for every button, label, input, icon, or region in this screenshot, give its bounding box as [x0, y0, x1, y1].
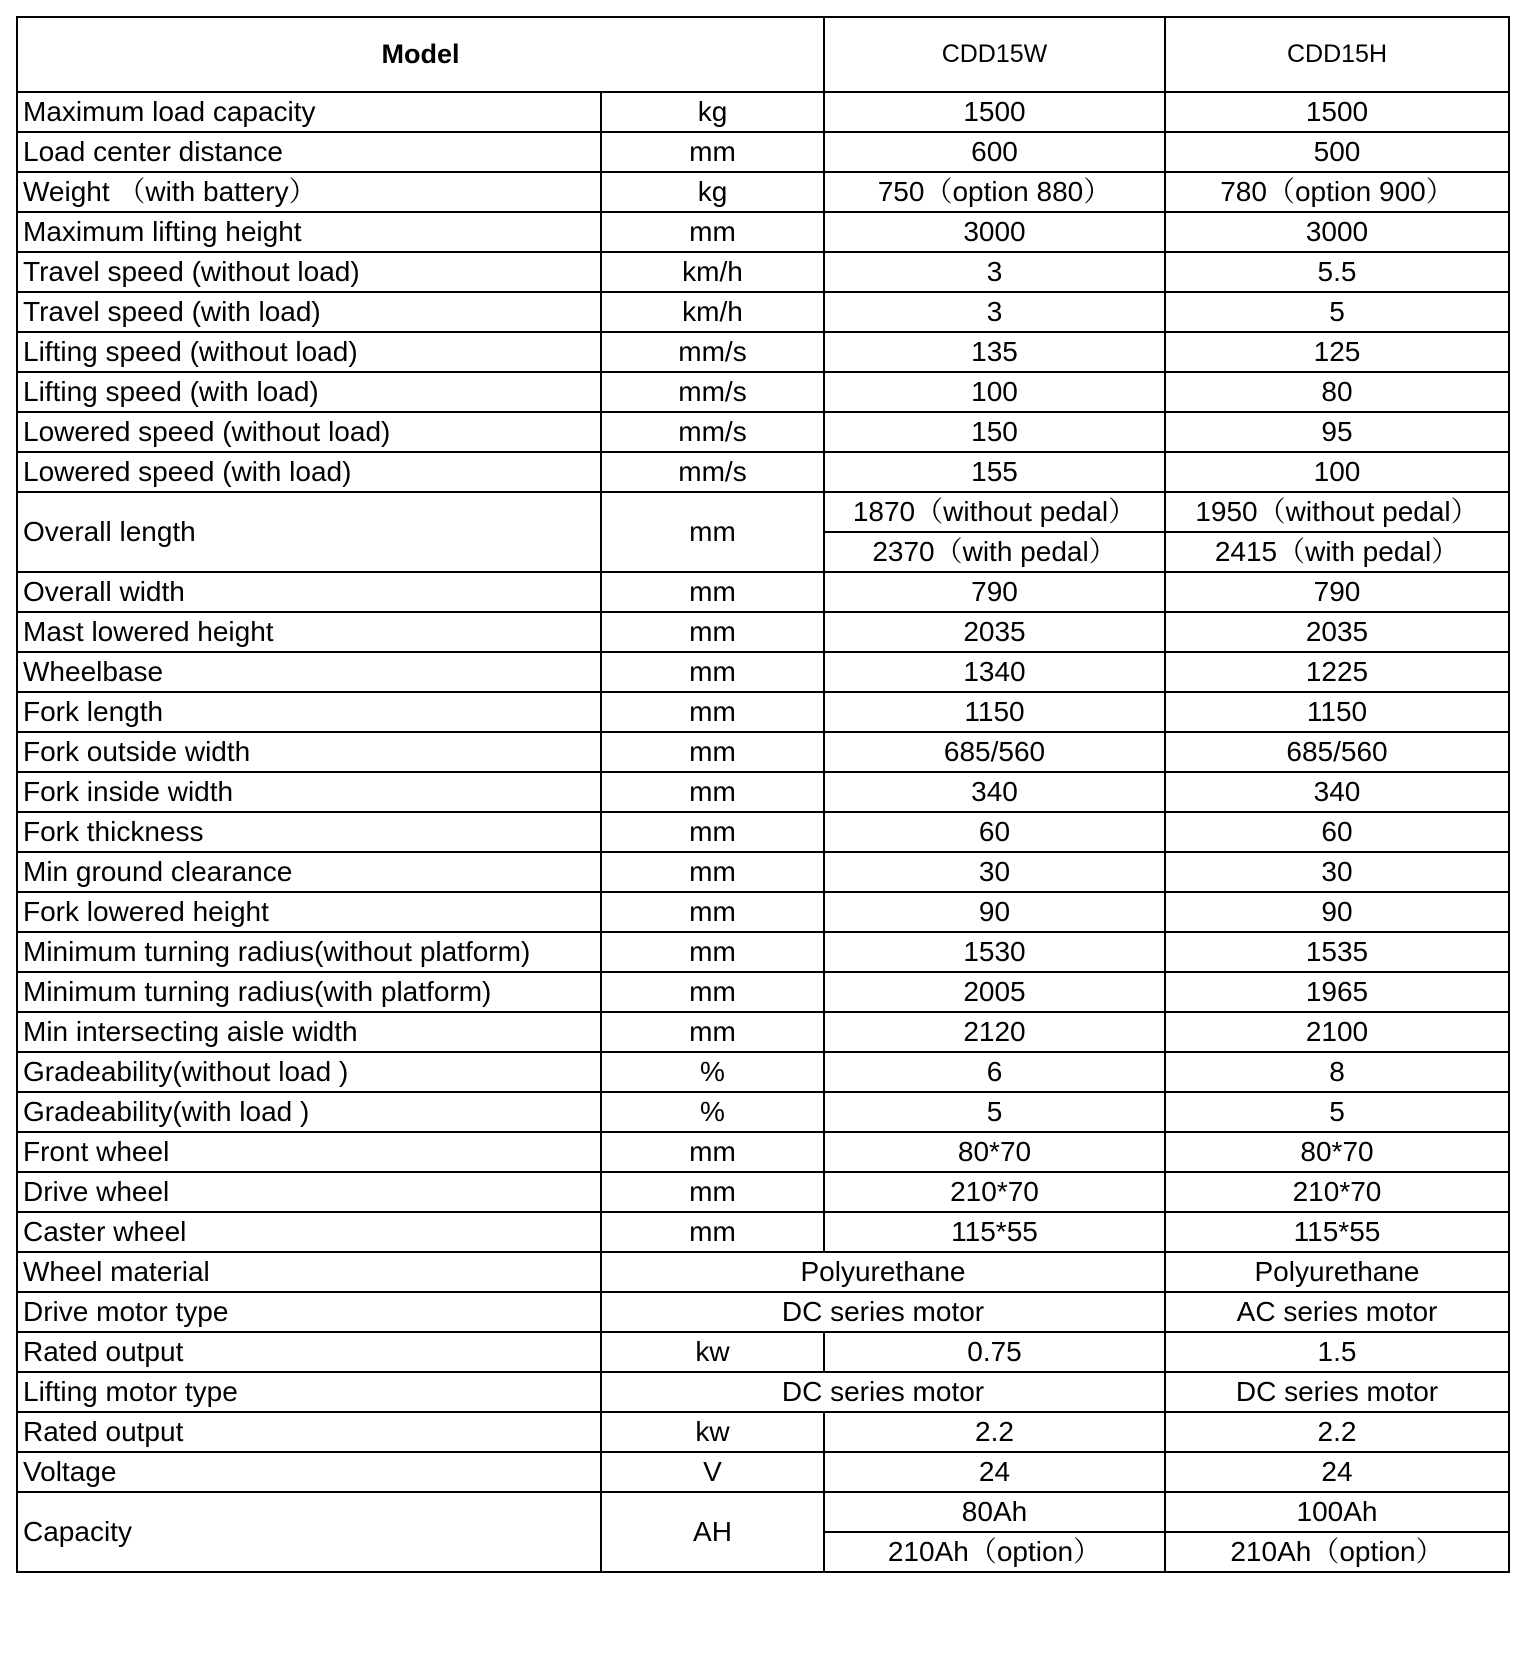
value-cdd15w: 5: [824, 1092, 1165, 1132]
value-cdd15w: 210*70: [824, 1172, 1165, 1212]
value-cdd15w: 24: [824, 1452, 1165, 1492]
unit-cell: mm: [601, 1012, 824, 1052]
value-cdd15w: 60: [824, 812, 1165, 852]
value-cdd15h: 2415（with pedal）: [1165, 532, 1509, 572]
value-cdd15w: 2120: [824, 1012, 1165, 1052]
param-name: Minimum turning radius(with platform): [17, 972, 601, 1012]
value-cdd15w: 155: [824, 452, 1165, 492]
value-cdd15w: 80Ah: [824, 1492, 1165, 1532]
value-cdd15w: 90: [824, 892, 1165, 932]
unit-cell: mm/s: [601, 412, 824, 452]
value-cdd15h: 685/560: [1165, 732, 1509, 772]
unit-cell: mm: [601, 892, 824, 932]
param-name: Minimum turning radius(without platform): [17, 932, 601, 972]
param-name: Fork thickness: [17, 812, 601, 852]
value-cdd15h: 340: [1165, 772, 1509, 812]
value-cdd15w: 685/560: [824, 732, 1165, 772]
param-name: Lowered speed (with load): [17, 452, 601, 492]
table-row: [17, 1292, 1509, 1332]
unit-cell: mm/s: [601, 332, 824, 372]
model-cdd15w: CDD15W: [824, 17, 1165, 92]
table-row: [17, 812, 1509, 852]
param-name: Fork inside width: [17, 772, 601, 812]
table-row: [17, 1372, 1509, 1412]
unit-cell: %: [601, 1092, 824, 1132]
value-cdd15h: 210Ah（option）: [1165, 1532, 1509, 1572]
unit-cell: mm: [601, 772, 824, 812]
header-row: [17, 17, 1509, 92]
value-cdd15w: DC series motor: [601, 1372, 1165, 1412]
value-cdd15h: DC series motor: [1165, 1372, 1509, 1412]
value-cdd15w: 2005: [824, 972, 1165, 1012]
param-name: Rated output: [17, 1412, 601, 1452]
value-cdd15h: 790: [1165, 572, 1509, 612]
table-row: [17, 1132, 1509, 1172]
param-name: Caster wheel: [17, 1212, 601, 1252]
table-row: [17, 1452, 1509, 1492]
value-cdd15w: 100: [824, 372, 1165, 412]
table-row: [17, 972, 1509, 1012]
value-cdd15h: 80*70: [1165, 1132, 1509, 1172]
value-cdd15h: 5: [1165, 1092, 1509, 1132]
value-cdd15w: 30: [824, 852, 1165, 892]
param-name: Overall length: [17, 492, 601, 572]
param-name: Voltage: [17, 1452, 601, 1492]
unit-cell: mm: [601, 1212, 824, 1252]
param-name: Drive wheel: [17, 1172, 601, 1212]
table-row: [17, 852, 1509, 892]
value-cdd15w: 3000: [824, 212, 1165, 252]
table-row: [17, 132, 1509, 172]
table-row: [17, 1492, 1509, 1532]
table-row: [17, 1012, 1509, 1052]
value-cdd15w: 1870（without pedal）: [824, 492, 1165, 532]
value-cdd15h: 125: [1165, 332, 1509, 372]
value-cdd15w: 2035: [824, 612, 1165, 652]
unit-cell: kg: [601, 172, 824, 212]
unit-cell: mm/s: [601, 372, 824, 412]
param-name: Rated output: [17, 1332, 601, 1372]
param-name: Fork length: [17, 692, 601, 732]
param-name: Load center distance: [17, 132, 601, 172]
unit-cell: mm: [601, 1172, 824, 1212]
unit-cell: mm: [601, 652, 824, 692]
table-row: [17, 932, 1509, 972]
value-cdd15w: 80*70: [824, 1132, 1165, 1172]
value-cdd15h: 2.2: [1165, 1412, 1509, 1452]
value-cdd15w: 0.75: [824, 1332, 1165, 1372]
value-cdd15h: 3000: [1165, 212, 1509, 252]
value-cdd15h: 5: [1165, 292, 1509, 332]
value-cdd15h: 780（option 900）: [1165, 172, 1509, 212]
value-cdd15w: 3: [824, 292, 1165, 332]
value-cdd15h: 1.5: [1165, 1332, 1509, 1372]
param-name: Front wheel: [17, 1132, 601, 1172]
value-cdd15w: 2.2: [824, 1412, 1165, 1452]
value-cdd15h: 1950（without pedal）: [1165, 492, 1509, 532]
unit-cell: AH: [601, 1492, 824, 1572]
value-cdd15h: 1150: [1165, 692, 1509, 732]
value-cdd15w: 3: [824, 252, 1165, 292]
table-row: [17, 372, 1509, 412]
value-cdd15w: Polyurethane: [601, 1252, 1165, 1292]
unit-cell: mm: [601, 132, 824, 172]
param-name: Capacity: [17, 1492, 601, 1572]
table-row: [17, 492, 1509, 532]
table-row: [17, 452, 1509, 492]
param-name: Weight （with battery）: [17, 172, 601, 212]
table-row: [17, 1332, 1509, 1372]
param-name: Gradeability(with load ): [17, 1092, 601, 1132]
param-name: Travel speed (without load): [17, 252, 601, 292]
table-row: [17, 332, 1509, 372]
table-row: [17, 1172, 1509, 1212]
value-cdd15h: Polyurethane: [1165, 1252, 1509, 1292]
model-label: Model: [17, 17, 824, 92]
value-cdd15w: 115*55: [824, 1212, 1165, 1252]
value-cdd15h: 100: [1165, 452, 1509, 492]
unit-cell: mm: [601, 812, 824, 852]
value-cdd15w: 340: [824, 772, 1165, 812]
value-cdd15w: 790: [824, 572, 1165, 612]
param-name: Overall width: [17, 572, 601, 612]
value-cdd15w: DC series motor: [601, 1292, 1165, 1332]
unit-cell: mm: [601, 932, 824, 972]
unit-cell: km/h: [601, 292, 824, 332]
unit-cell: mm: [601, 732, 824, 772]
value-cdd15w: 150: [824, 412, 1165, 452]
table-row: [17, 252, 1509, 292]
unit-cell: V: [601, 1452, 824, 1492]
unit-cell: mm/s: [601, 452, 824, 492]
table-row: [17, 1212, 1509, 1252]
param-name: Maximum lifting height: [17, 212, 601, 252]
value-cdd15h: 90: [1165, 892, 1509, 932]
value-cdd15h: 8: [1165, 1052, 1509, 1092]
table-row: [17, 412, 1509, 452]
table-row: [17, 652, 1509, 692]
unit-cell: mm: [601, 852, 824, 892]
value-cdd15h: 80: [1165, 372, 1509, 412]
unit-cell: mm: [601, 212, 824, 252]
unit-cell: mm: [601, 1132, 824, 1172]
unit-cell: mm: [601, 492, 824, 572]
param-name: Min ground clearance: [17, 852, 601, 892]
unit-cell: kw: [601, 1332, 824, 1372]
param-name: Maximum load capacity: [17, 92, 601, 132]
value-cdd15w: 210Ah（option）: [824, 1532, 1165, 1572]
table-row: [17, 212, 1509, 252]
param-name: Fork outside width: [17, 732, 601, 772]
model-cdd15h: CDD15H: [1165, 17, 1509, 92]
value-cdd15h: 1225: [1165, 652, 1509, 692]
table-row: [17, 172, 1509, 212]
value-cdd15h: 2035: [1165, 612, 1509, 652]
param-name: Mast lowered height: [17, 612, 601, 652]
value-cdd15h: 95: [1165, 412, 1509, 452]
param-name: Wheelbase: [17, 652, 601, 692]
unit-cell: mm: [601, 612, 824, 652]
table-row: [17, 1092, 1509, 1132]
unit-cell: kg: [601, 92, 824, 132]
param-name: Min intersecting aisle width: [17, 1012, 601, 1052]
value-cdd15h: 30: [1165, 852, 1509, 892]
table-row: [17, 92, 1509, 132]
value-cdd15w: 1500: [824, 92, 1165, 132]
value-cdd15h: 24: [1165, 1452, 1509, 1492]
value-cdd15h: AC series motor: [1165, 1292, 1509, 1332]
value-cdd15w: 1150: [824, 692, 1165, 732]
value-cdd15h: 210*70: [1165, 1172, 1509, 1212]
spec-table: [16, 16, 1510, 1573]
table-row: [17, 292, 1509, 332]
table-row: [17, 612, 1509, 652]
unit-cell: %: [601, 1052, 824, 1092]
value-cdd15h: 1500: [1165, 92, 1509, 132]
value-cdd15h: 60: [1165, 812, 1509, 852]
value-cdd15w: 2370（with pedal）: [824, 532, 1165, 572]
table-row: [17, 572, 1509, 612]
unit-cell: kw: [601, 1412, 824, 1452]
param-name: Travel speed (with load): [17, 292, 601, 332]
unit-cell: mm: [601, 972, 824, 1012]
value-cdd15w: 750（option 880）: [824, 172, 1165, 212]
table-row: [17, 1052, 1509, 1092]
param-name: Drive motor type: [17, 1292, 601, 1332]
value-cdd15h: 5.5: [1165, 252, 1509, 292]
table-row: [17, 1412, 1509, 1452]
table-row: [17, 892, 1509, 932]
table-row: [17, 732, 1509, 772]
table-row: [17, 1252, 1509, 1292]
unit-cell: km/h: [601, 252, 824, 292]
value-cdd15h: 100Ah: [1165, 1492, 1509, 1532]
param-name: Lowered speed (without load): [17, 412, 601, 452]
value-cdd15h: 1535: [1165, 932, 1509, 972]
unit-cell: mm: [601, 692, 824, 732]
value-cdd15w: 1340: [824, 652, 1165, 692]
param-name: Lifting motor type: [17, 1372, 601, 1412]
value-cdd15w: 6: [824, 1052, 1165, 1092]
value-cdd15h: 2100: [1165, 1012, 1509, 1052]
param-name: Lifting speed (without load): [17, 332, 601, 372]
param-name: Gradeability(without load ): [17, 1052, 601, 1092]
value-cdd15w: 600: [824, 132, 1165, 172]
table-row: [17, 692, 1509, 732]
unit-cell: mm: [601, 572, 824, 612]
table-row: [17, 772, 1509, 812]
value-cdd15w: 135: [824, 332, 1165, 372]
param-name: Wheel material: [17, 1252, 601, 1292]
value-cdd15h: 1965: [1165, 972, 1509, 1012]
value-cdd15h: 115*55: [1165, 1212, 1509, 1252]
value-cdd15h: 500: [1165, 132, 1509, 172]
param-name: Fork lowered height: [17, 892, 601, 932]
value-cdd15w: 1530: [824, 932, 1165, 972]
param-name: Lifting speed (with load): [17, 372, 601, 412]
